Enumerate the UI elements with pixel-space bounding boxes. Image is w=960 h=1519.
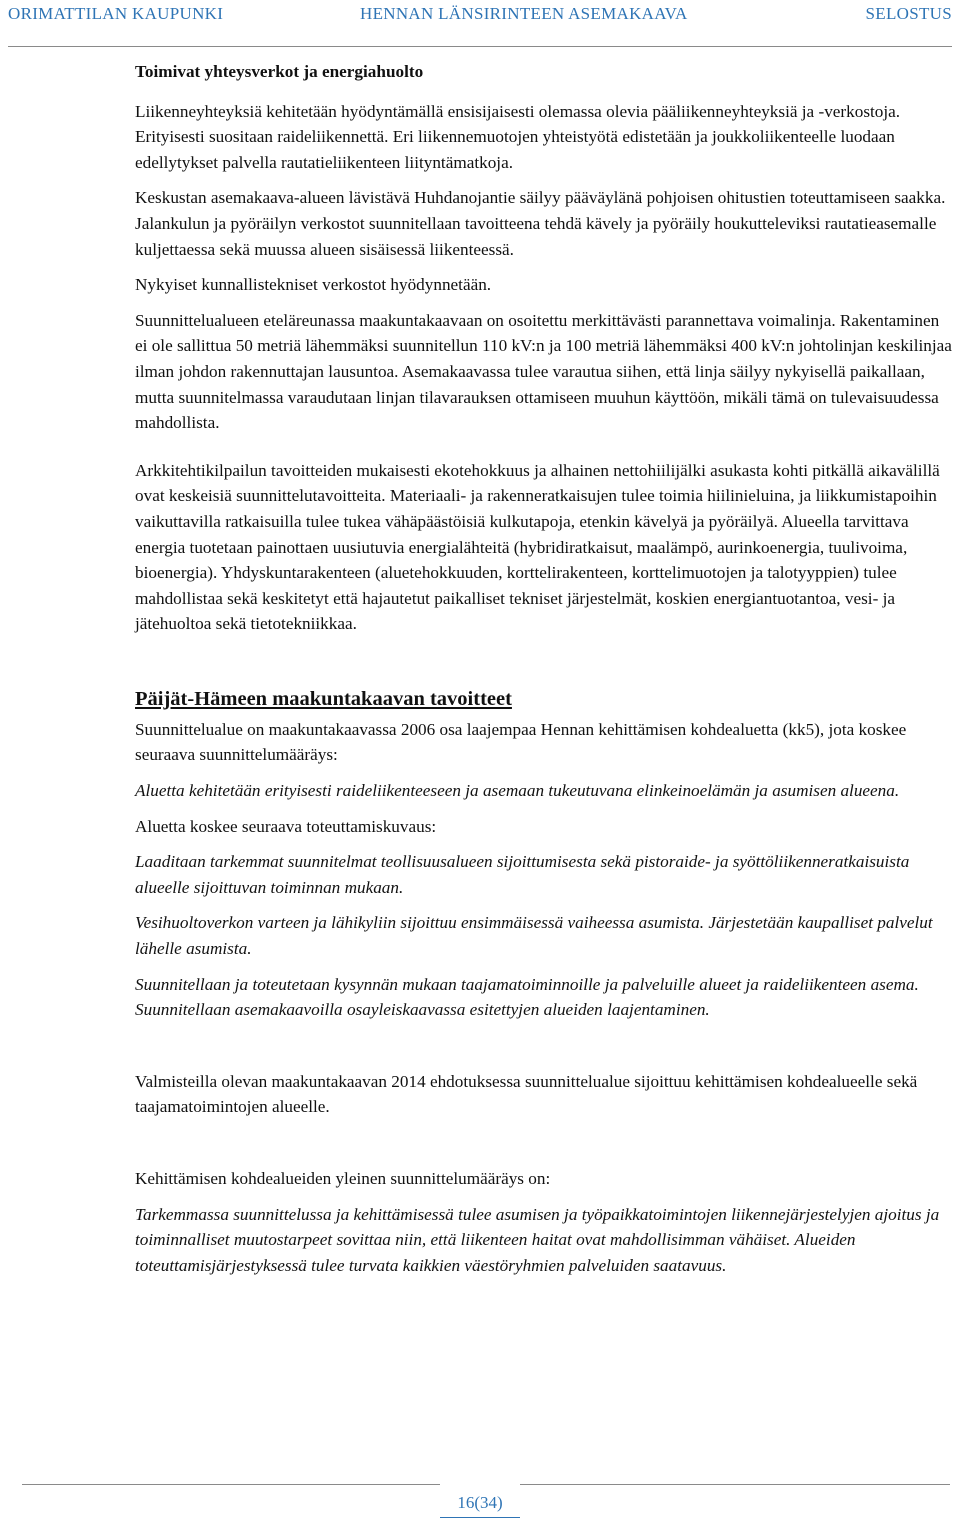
paragraph-general-regulation: Kehittämisen kohdealueiden yleinen suunnittelumääräys on:	[135, 1169, 551, 1188]
quote-water-supply: Vesihuoltoverkon varteen ja lähikyliin sijoittuu ensimmäisessä vaiheessa asumista. Järjestetään kaupalliset palvelut lähelle asumista.	[135, 913, 933, 959]
header-document-title: HENNAN LÄNSIRINTEEN ASEMAKAAVA	[360, 4, 688, 23]
page-header	[8, 4, 952, 26]
paragraph-regional-plan-2006: Suunnittelualue on maakuntakaavassa 2006 osa laajempaa Hennan kehittämisen kohdealuetta (kk5), jota koskee seuraava suunnittelumääräys:	[135, 719, 907, 765]
header-divider	[8, 46, 952, 47]
paragraph-traffic-connections: Liikenneyhteyksiä kehitetään hyödyntämällä ensisijaisesti olemassa olevia pääliikenneyhteyksiä ja -verkostoja. Erityisesti suositaan raideliikennettä. Eri liikennemuotojen yhteistyötä edistetään ja joukkoliikenteelle luodaan edellytykset palvella rautatieliikenteen liityntämatkoja.	[135, 101, 901, 172]
footer-divider-left	[22, 1484, 440, 1485]
quote-urban-functions: Suunnitellaan ja toteutetaan kysynnän mukaan taajamatoiminnoille ja palveluille alueet ja raideliikenteen asema. Suunnitellaan asemakaavoilla osayleiskaavassa esitettyjen alueiden laajentaminen.	[135, 974, 919, 1020]
page-body	[135, 59, 955, 1278]
quote-detailed-plans: Laaditaan tarkemmat suunnitelmat teollisuusalueen sijoittumisesta sekä pistoraide- ja syöttöliikenneratkaisuista alueelle sijoittuvan toiminnan mukaan.	[135, 852, 910, 897]
section-title-networks: Toimivat yhteysverkot ja energiahuolto	[135, 62, 424, 81]
paragraph-huhdanojantie: Keskustan asemakaava-alueen lävistävä Huhdanojantie säilyy pääväylänä pohjoisen ohitustien toteuttamiseen saakka. Jalankulun ja pyöräilyn verkostot suunnitellaan tavoitteena tehdä kävely ja pyöräily houkutteleviksi rautatieasemalle kuljettaessa sekä muussa alueen sisäisessä liikenteessä.	[135, 188, 946, 259]
header-section: SELOSTUS	[865, 4, 952, 23]
paragraph-implementation-description: Aluetta koskee seuraava toteuttamiskuvaus:	[135, 816, 437, 836]
paragraph-regional-plan-2014: Valmisteilla olevan maakuntakaavan 2014 ehdotuksessa suunnittelualue sijoittuu kehittämisen kohdealueelle sekä taajamatoimintojen alueelle.	[135, 1071, 918, 1117]
section-title-regional-plan: Päijät-Hämeen maakuntakaavan tavoitteet	[135, 687, 512, 710]
page-number: 16(34)	[457, 1493, 503, 1512]
paragraph-eco-efficiency: Arkkitehtikilpailun tavoitteiden mukaisesti ekotehokkuus ja alhainen nettohiilijälki asukasta kohti pitkällä aikavälillä ovat keskeisiä suunnittelutavoitteita. Materiaali- ja rakenneratkaisujen tulee toimia hiilinieluina, ja liikkumistapoihin vaikuttavilla ratkaisuilla tulee tukea vähäpäästöisiä kulkutapoja, etenkin kävelyä ja pyöräilyä. Alueella tarvittava energia tuotetaan painottaen uusiutuvia energialähteitä (hybridiratkaisut, maalämpö, aurinkoenergia, tuulivoima, bioenergia). Yhdyskuntarakenteen (aluetehokkuuden, korttelirakenteen, korttelimuotojen ja talotyyppien) tulee mahdollistaa sekä keskitetyt että hajautetut paikalliset tekniset järjestelmät, koskien energiantuotantoa, vesi- ja jätehuoltoa sekä tietotekniikkaa.	[135, 460, 940, 634]
footer-divider-right	[520, 1484, 950, 1485]
page-number-underline	[440, 1517, 520, 1518]
paragraph-municipal-networks: Nykyiset kunnallistekniset verkostot hyödynnetään.	[135, 275, 492, 295]
header-organization: ORIMATTILAN KAUPUNKI	[8, 4, 224, 23]
quote-development-area: Aluetta kehitetään erityisesti raideliikenteeseen ja asemaan tukeutuvana elinkeinoelämän ja asumisen alueena.	[135, 781, 900, 801]
paragraph-power-line: Suunnittelualueen eteläreunassa maakuntakaavaan on osoitettu merkittävästi parannettava voimalinja. Rakentaminen ei ole sallittua 50 metriä lähemmäksi suunnitellun 110 kV:n ja 100 metriä lähemmäksi 400 kV:n johtolinjan keskilinjaa ilman johdon rakennuttajan lausuntoa. Asemakaavassa tulee varautua siihen, että linja säilyy nykyisellä paikallaan, mutta suunnitelmassa varaudutaan linjan tilavarauksen ottamiseen muuhun käyttöön, mikäli tämä on tulevaisuudessa mahdollista.	[135, 310, 952, 433]
quote-general-regulation: Tarkemmassa suunnittelussa ja kehittämisessä tulee asumisen ja työpaikkatoimintojen liikennejärjestelyjen ajoitus ja toiminnalliset muutostarpeet sovittaa niin, että liikenteen haitat ovat mahdollisimman vähäiset. Alueiden toteuttamisjärjestyksessä tulee turvata kaikkien väestöryhmien palveluiden saatavuus.	[135, 1204, 940, 1275]
